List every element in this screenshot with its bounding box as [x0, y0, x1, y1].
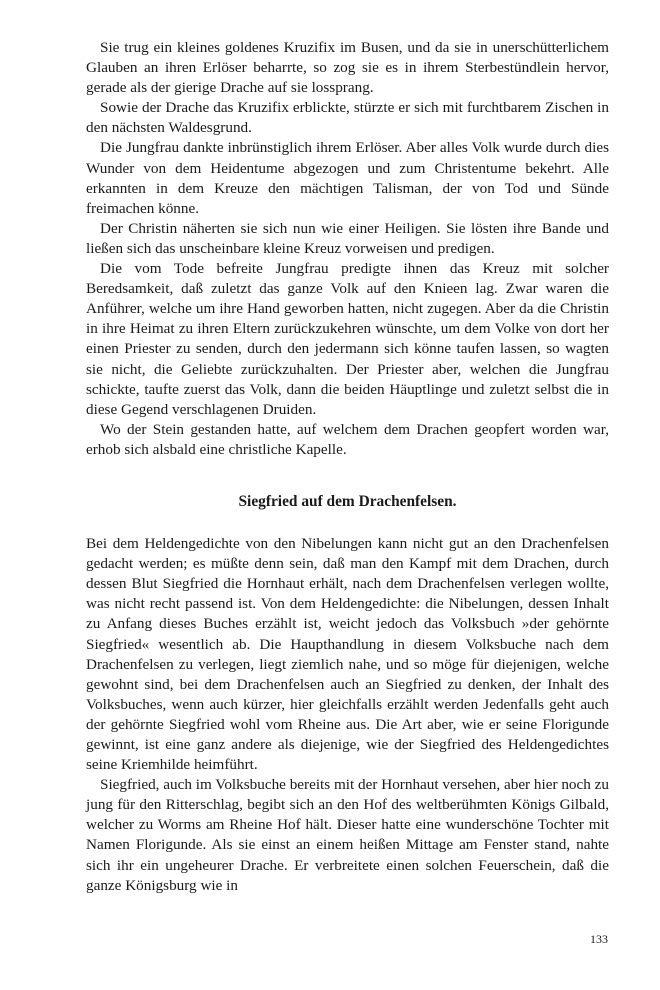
paragraph: Sowie der Drache das Kruzifix erblickte, stürzte er sich mit furchtbarem Zischen in den nächsten Waldesgrund. — [86, 99, 609, 137]
paragraph: Siegfried, auch im Volksbuche bereits mit der Hornhaut versehen, aber hier noch zu jung für den Ritterschlag, begibt sich an den Hof des weltberühmten Königs Gilbald, welcher zu Worms am Rheine Hof hält. Dieser hatte eine wunderschöne Tochter mit Namen Florigunde. Als sie einst an einem heißen Mittage am Fenster stand, nahte sich ihr ein ungeheurer Drache. Er verbreitete einen solchen Feuerschein, daß die ganze Königsburg wie in — [86, 776, 609, 894]
paragraph: Bei dem Heldengedichte von den Nibelungen kann nicht gut an den Drachenfelsen gedacht werden; es müßte denn sein, daß man den Kampf mit dem Drachen, durch dessen Blut Siegfried die Hornhaut erhält, nach dem Drachenfelsen verlegen wollte, was nicht recht passend ist. Von dem Heldengedichte: die Nibelungen, dessen Inhalt zu Anfang dieses Buches erzählt ist, weicht jedoch das Volksbuch »der gehörnte Siegfried« wesentlich ab. Die Haupthandlung in diesem Volksbuche nach dem Drachenfelsen zu verlegen, liegt ziemlich nahe, und so möge für diejenigen, welche gewohnt sind, bei dem Drachenfelsen auch an Siegfried zu denken, der Inhalt des Volksbuches, wenn auch kürzer, hier gleichfalls erzählt werden Jedenfalls geht auch der gehörnte Siegfried wohl vom Rheine aus. Die Art aber, wie er seine Florigunde gewinnt, ist eine ganz andere als diejenige, wie der Siegfried des Heldengedichtes seine Kriemhilde heimführt. — [86, 535, 609, 774]
page-number: 133 — [590, 932, 608, 946]
paragraph: Die vom Tode befreite Jungfrau predigte ihnen das Kreuz mit solcher Beredsamkeit, daß zuletzt das ganze Volk auf den Knieen lag. Zwar waren die Anführer, welche um ihre Hand geworben hatten, nicht zugegen. Aber da die Christin in ihre Heimat zu ihren Eltern zurückzukehren wünschte, um dem Volke von dort her einen Priester zu senden, durch den jedermann sich könne taufen lassen, so wagten sie nicht, die Geliebte zurückzuhalten. Der Priester aber, welchen die Jungfrau schickte, taufte zuerst das Volk, dann die beiden Häuptlinge und zuletzt selbst die in diese Gegend verschlagenen Druiden. — [86, 260, 609, 418]
page-body — [86, 38, 609, 896]
paragraph: Wo der Stein gestanden hatte, auf welchem dem Drachen geopfert worden war, erhob sich alsbald eine christliche Kapelle. — [86, 420, 609, 458]
paragraph: Der Christin näherten sie sich nun wie einer Heiligen. Sie lösten ihre Bande und ließen sich das unscheinbare kleine Kreuz vorweisen und predigen. — [86, 219, 609, 257]
paragraph: Sie trug ein kleines goldenes Kruzifix im Busen, und da sie in unerschütterlichem Glauben an ihren Erlöser beharrte, so zog sie es in ihrem Sterbestündlein hervor, gerade als der gierige Drache auf sie lossprang. — [86, 39, 609, 97]
paragraph: Die Jungfrau dankte inbrünstiglich ihrem Erlöser. Aber alles Volk wurde durch dies Wunder von dem Heidentume abgezogen und zum Christentume bekehrt. Alle erkannten in dem Kreuze den mächtigen Talisman, der von Tod und Sünde freimachen könne. — [86, 139, 609, 217]
section-heading: Siegfried auf dem Drachenfelsen. — [238, 492, 457, 510]
